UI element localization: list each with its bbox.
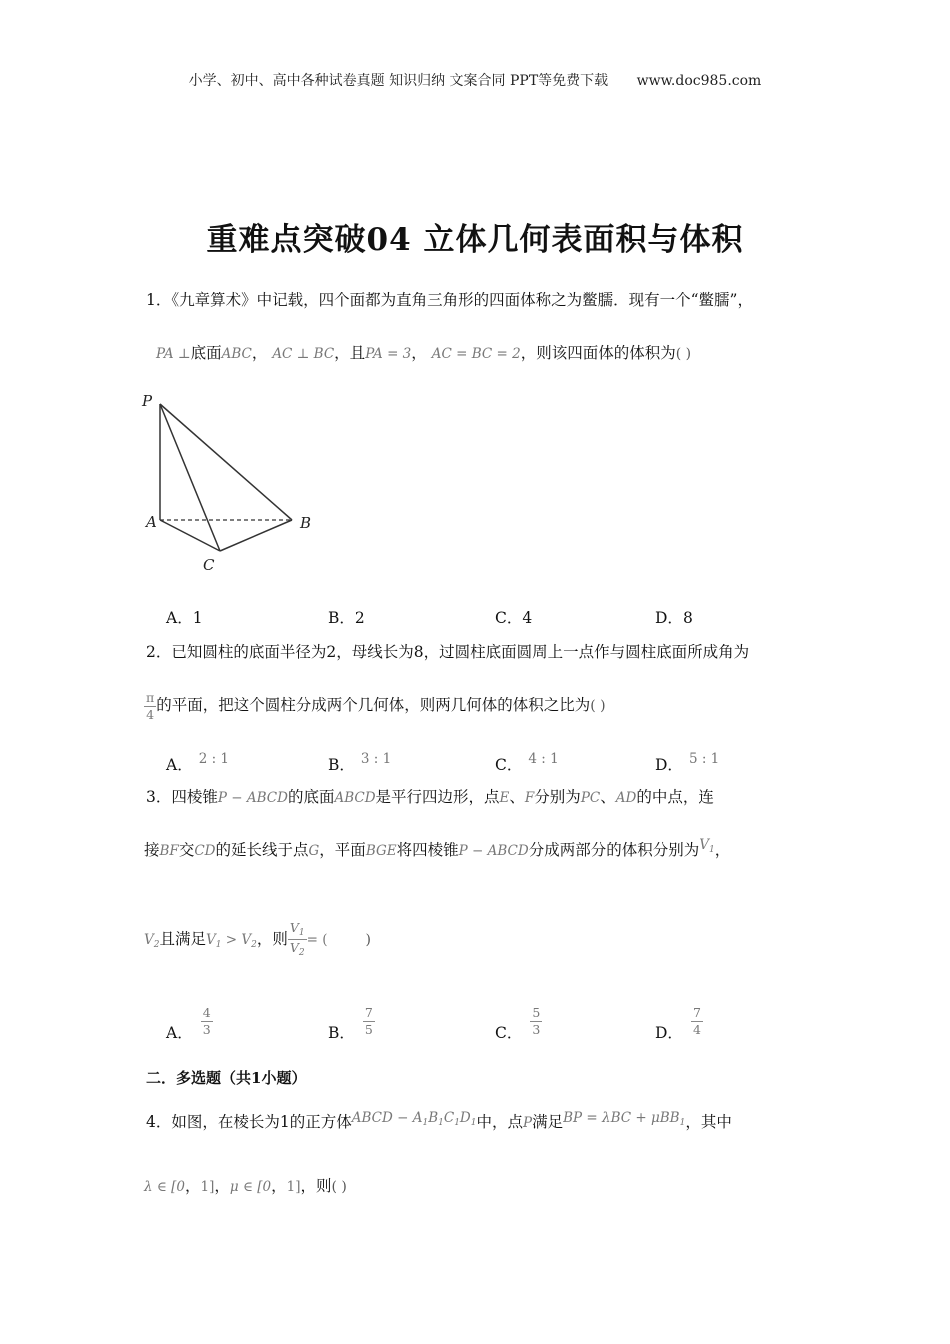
q4-text: ，其中 — [685, 1113, 732, 1131]
option-fraction — [530, 1005, 542, 1037]
page-title: 重难点突破04 立体几何表面积与体积 — [206, 222, 744, 258]
q3-option-d[interactable] — [655, 1005, 703, 1042]
q4-math: μ ∈ [0 — [229, 1179, 272, 1195]
q3-text: 将四棱锥 — [396, 841, 459, 859]
q3-text: ，则 — [256, 929, 288, 948]
option-label: D． — [655, 756, 683, 774]
q1-option-c[interactable] — [495, 606, 532, 628]
q1-line1: 1．《九章算术》中记载，四个面都为直角三角形的四面体称之为鳖臑．现有一个“鳖臑”， — [146, 291, 753, 309]
math-part: C — [443, 1110, 455, 1126]
frac-num: π — [146, 690, 155, 705]
math-part: ABCD − A — [351, 1110, 423, 1126]
option-value: 3 : 1 — [360, 751, 392, 767]
var-sub: 1 — [454, 1118, 460, 1128]
frac-den: 3 — [202, 1021, 211, 1037]
q3-math: PC — [580, 790, 601, 806]
q4-text: 中，点 — [476, 1113, 523, 1131]
option-label: C． — [495, 609, 523, 627]
q4-line1 — [146, 1110, 732, 1133]
var-sub: 1 — [422, 1118, 429, 1128]
option-label: C． — [495, 756, 523, 774]
q1-text-and: ，且 — [334, 344, 366, 362]
option-fraction — [201, 1005, 213, 1037]
q3-text: ， — [714, 841, 731, 859]
var-v: V — [206, 931, 216, 948]
option-label: A． — [166, 1023, 193, 1042]
frac-den: 3 — [532, 1021, 541, 1037]
q4-math: 1] — [200, 1179, 215, 1195]
math-part: BP = λBC + μBB — [563, 1110, 680, 1126]
option-value: 4 : 1 — [528, 751, 559, 767]
q3-math: BGE — [365, 843, 397, 859]
var-sub: 1 — [470, 1118, 477, 1128]
vertex-label-b: B — [300, 514, 312, 532]
q4-text: ， — [214, 1177, 230, 1195]
q2-option-c[interactable] — [495, 746, 559, 774]
vertex-label-c: C — [203, 556, 215, 574]
q3-math: G — [308, 843, 320, 859]
q1-text-comma2: ， — [411, 344, 427, 362]
q4-text: ， — [185, 1177, 201, 1195]
q1-math-abc: ABC — [221, 346, 252, 362]
q3-text: 3．四棱锥 — [146, 788, 218, 806]
var-v: V — [144, 931, 154, 948]
q1-text-comma1: ， — [251, 344, 268, 362]
q2-option-b[interactable] — [328, 746, 392, 774]
q3-line2 — [144, 838, 730, 861]
var-sub: 2 — [251, 939, 257, 950]
option-fraction — [691, 1005, 703, 1037]
q3-text: 的底面 — [287, 788, 335, 806]
frac-num: 4 — [202, 1005, 211, 1020]
option-value: 4 — [522, 609, 533, 627]
q3-math: E — [499, 790, 510, 806]
q1-text-base: 底面 — [190, 344, 222, 362]
operator: > — [221, 931, 242, 948]
q3-fraction-v1-v2 — [288, 920, 307, 960]
q3-math-v1 — [699, 837, 714, 853]
q1-math-acbc2: AC = BC = 2 — [431, 346, 521, 362]
edge-pc — [160, 404, 220, 551]
q1-option-b[interactable] — [328, 606, 365, 628]
q2-line1: 2．已知圆柱的底面半径为2，母线长为8，过圆柱底面圆周上一点作与圆柱底面所成角为 — [146, 643, 750, 661]
option-value: 2 : 1 — [198, 751, 230, 767]
q3-math-v1-gt-v2 — [206, 932, 257, 948]
q1-line2 — [156, 341, 691, 363]
var-sub: 1 — [679, 1118, 686, 1128]
var-sub: 1 — [438, 1118, 444, 1128]
q4-math-p: P — [523, 1115, 533, 1131]
var-sub: 1 — [708, 845, 715, 855]
var-sub: 1 — [215, 939, 222, 950]
q3-line3 — [144, 920, 371, 960]
q1-text-tail: ，则该四面体的体积为 — [520, 344, 676, 362]
q4-math: λ ∈ [0 — [144, 1179, 185, 1195]
vertex-label-p: P — [142, 392, 153, 410]
var-v: V — [699, 837, 709, 853]
q3-text: 且满足 — [159, 929, 206, 948]
q3-eq-paren: = ( — [306, 931, 328, 948]
option-value: 5 : 1 — [688, 751, 720, 767]
q1-answer-paren: ( ) — [675, 346, 692, 362]
q3-text: 接 — [144, 841, 160, 859]
q3-text: 、 — [509, 788, 525, 806]
q4-text: 4．如图，在棱长为1的正方体 — [146, 1113, 352, 1131]
q3-line1 — [146, 785, 714, 807]
edge-ac — [160, 520, 220, 551]
q3-option-b[interactable] — [328, 1005, 375, 1042]
vertex-label-a: A — [146, 513, 157, 531]
q4-math: 1] — [286, 1179, 301, 1195]
q3-math: AD — [615, 790, 637, 806]
edge-pb — [160, 404, 292, 520]
option-label: A． — [166, 609, 193, 627]
frac-den: 4 — [146, 706, 155, 722]
frac-den: 4 — [692, 1021, 701, 1037]
option-label: D． — [655, 609, 683, 627]
q3-text: 的中点，连 — [636, 788, 714, 806]
option-label: B． — [328, 1023, 355, 1042]
var-sub: 2 — [153, 939, 160, 950]
q3-close-paren: ) — [365, 931, 371, 948]
q3-text: 分别为 — [534, 788, 581, 806]
header-site[interactable]: www.doc985.com — [636, 73, 762, 89]
q4-text: 满足 — [532, 1113, 564, 1131]
option-label: B． — [328, 756, 355, 774]
math-part: D — [459, 1110, 471, 1126]
q3-text: 的延长线于点 — [215, 841, 309, 859]
q2-text: 的平面，把这个圆柱分成两个几何体，则两几何体的体积之比为 — [156, 696, 591, 715]
section-heading-multiple-choice: 二．多选题（共1小题） — [146, 1069, 307, 1087]
q3-math: BF — [159, 843, 179, 859]
q4-text: ，则 — [300, 1177, 332, 1195]
q3-text: 分成两部分的体积分别为 — [528, 841, 700, 859]
q3-text: 是平行四边形，点 — [375, 788, 500, 806]
frac-num: 7 — [692, 1005, 701, 1020]
q2-fraction-pi-over-4 — [144, 690, 156, 722]
q3-math: P − ABCD — [217, 790, 288, 806]
q3-math: CD — [194, 843, 216, 859]
page-header — [0, 70, 950, 90]
var-sub: 2 — [298, 948, 305, 959]
q3-math-v2 — [144, 932, 159, 948]
q4-line2 — [144, 1174, 347, 1196]
frac-num: 5 — [532, 1005, 541, 1020]
q1-option-a[interactable] — [166, 606, 203, 628]
q1-math-pa3: PA = 3 — [365, 346, 412, 362]
option-value: 1 — [192, 609, 203, 627]
option-label: B． — [328, 609, 355, 627]
option-value: 8 — [682, 609, 693, 627]
q1-math-pa-perp: PA ⊥ — [156, 346, 191, 362]
frac-num: V — [289, 920, 299, 935]
q4-text: ， — [271, 1177, 287, 1195]
header-text: 小学、初中、高中各种试卷真题 知识归纳 文案合同 PPT等免费下载 — [188, 73, 609, 89]
q2-answer-paren: ( ) — [590, 698, 606, 715]
var-sub: 1 — [298, 928, 305, 938]
q3-option-a[interactable] — [166, 1005, 213, 1042]
q3-text: 交 — [178, 841, 195, 859]
option-label: C． — [495, 1023, 523, 1042]
q3-math: ABCD — [334, 790, 376, 806]
option-fraction — [363, 1005, 375, 1037]
edge-cb — [220, 520, 292, 551]
q2-option-d[interactable] — [655, 746, 720, 774]
q3-text: ，平面 — [319, 841, 366, 859]
option-label: A． — [166, 756, 193, 774]
q2-line2 — [144, 690, 606, 722]
q1-option-d[interactable] — [655, 606, 693, 628]
q3-math: P − ABCD — [458, 843, 529, 859]
q3-math: F — [524, 790, 535, 806]
tetrahedron-figure — [136, 386, 326, 576]
q3-option-c[interactable] — [495, 1005, 542, 1042]
var-v: V — [241, 931, 252, 948]
option-value: 2 — [354, 609, 365, 627]
q2-option-a[interactable] — [166, 746, 230, 774]
math-part: B — [428, 1110, 439, 1126]
q4-math-vector — [563, 1110, 685, 1126]
q4-answer-paren: ( ) — [331, 1179, 347, 1195]
frac-num: 7 — [364, 1005, 373, 1020]
frac-den: V — [289, 940, 299, 956]
frac-den: 5 — [364, 1021, 373, 1037]
q4-math-cube — [352, 1110, 477, 1126]
q1-math-ac-perp-bc: AC ⊥ BC — [272, 346, 335, 362]
option-label: D． — [655, 1023, 683, 1042]
q3-text: 、 — [600, 788, 616, 806]
